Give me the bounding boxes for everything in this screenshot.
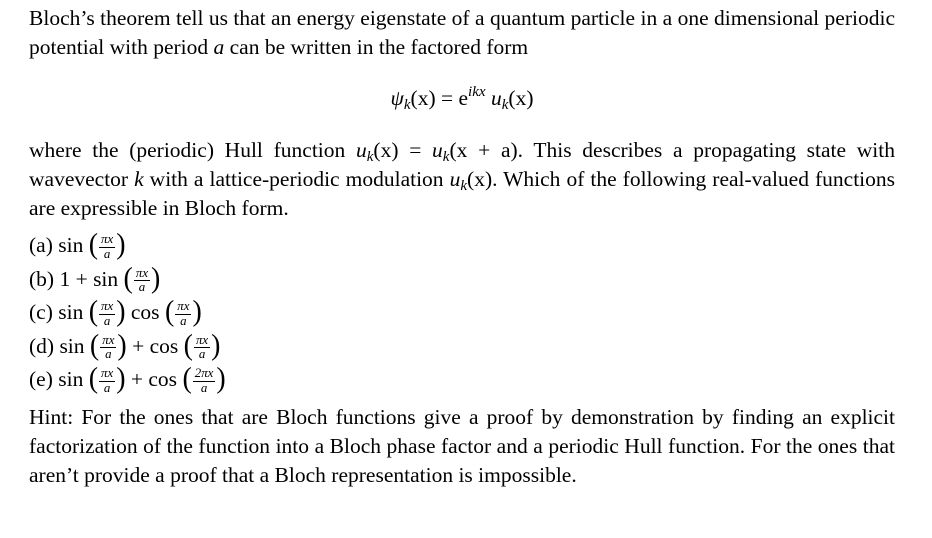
fraction (100, 334, 116, 362)
option-function: + cos (125, 367, 178, 391)
left-paren: ( (88, 228, 99, 261)
fraction-denominator: a (200, 380, 208, 395)
right-paren: ) (116, 362, 126, 395)
right-paren: ) (116, 295, 126, 328)
left-paren: ( (164, 295, 175, 328)
exponent: ikx (468, 83, 486, 100)
option-item (29, 263, 895, 297)
option-item (29, 363, 895, 397)
psi-symbol: ψ (390, 86, 404, 110)
option-function: cos (125, 300, 160, 324)
fraction-numerator: πx (102, 332, 115, 347)
right-paren: ) (151, 261, 161, 295)
fraction (99, 233, 115, 261)
fraction-numerator: πx (101, 299, 114, 314)
right-paren: ) (116, 228, 126, 261)
option-label: (e) sin (29, 367, 84, 391)
right-paren: ) (211, 328, 221, 362)
fraction (99, 300, 115, 328)
fraction-denominator: a (103, 380, 111, 395)
fraction-denominator: a (138, 280, 146, 295)
fraction-denominator: a (103, 313, 111, 328)
option-label: (c) sin (29, 300, 84, 324)
intro-text: Bloch’s theorem tell us that an energy eigenstate of a quantum particle in a one dimensional periodic potential with period (29, 6, 895, 59)
right-paren: ) (117, 328, 127, 362)
intro-paragraph (29, 4, 895, 62)
fraction-numerator: πx (101, 366, 114, 381)
bloch-equation: $\psi_k(x) = e^{ikx}$ $u_k(x)$ (390, 83, 534, 113)
intro-text-end: can be written in the factored form (224, 35, 529, 59)
left-paren: ( (88, 362, 99, 395)
option-item (29, 229, 895, 263)
fraction (175, 300, 191, 328)
right-paren: ) (216, 362, 226, 395)
fraction-denominator: a (105, 347, 112, 362)
fraction (194, 334, 210, 362)
fraction-denominator: a (180, 313, 187, 328)
hull-paragraph: where the (periodic) Hull function $u_k(x) = u_k(x + a)$. This describes a propagating state with wavevector k with a lattice-periodic modulation $u_k(x)$. Which of the following real-valued functions are expressible in Bloch form. (29, 138, 896, 220)
hint-paragraph: Hint: For the ones that are Bloch functions give a proof by demonstration by finding an explicit factorization of the function into a Bloch phase factor and a periodic Hull function. For the ones that aren’t provide a proof that a Bloch representation is impossible. (29, 404, 895, 487)
fraction (193, 367, 216, 395)
fraction-numerator: πx (177, 299, 190, 314)
left-paren: ( (123, 261, 133, 295)
options-list (29, 229, 895, 397)
option-item (29, 296, 895, 330)
fraction-numerator: πx (195, 332, 209, 347)
option-function: + cos (126, 333, 179, 358)
fraction (134, 267, 150, 295)
eq-middle: (x) = e (410, 86, 469, 110)
option-item (29, 330, 895, 364)
fraction-numerator: πx (101, 232, 114, 247)
fraction (99, 367, 115, 395)
option-label: (b) 1 + sin (29, 266, 119, 291)
left-paren: ( (183, 328, 193, 362)
problem-text (29, 4, 895, 490)
option-label: (a) sin (29, 233, 84, 257)
fraction-numerator: πx (135, 265, 149, 280)
fraction-numerator: 2πx (194, 366, 214, 381)
left-paren: ( (89, 328, 100, 362)
left-paren: ( (88, 295, 99, 328)
fraction-denominator: a (103, 246, 111, 261)
option-label: (d) sin (29, 333, 85, 358)
fraction-denominator: a (198, 347, 206, 362)
right-paren: ) (192, 295, 202, 328)
left-paren: ( (182, 362, 192, 395)
var-a: a (213, 35, 225, 59)
